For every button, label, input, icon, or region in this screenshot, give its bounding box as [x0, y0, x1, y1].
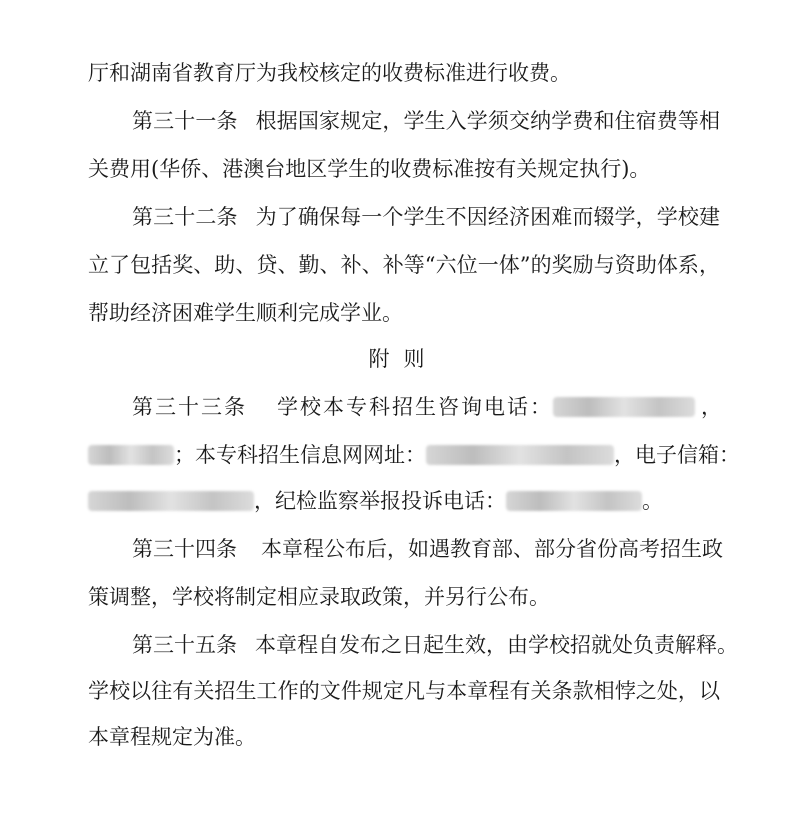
line-text: 本章程规定为准。	[88, 725, 256, 749]
line-text: 学校本专科招生咨询电话：	[277, 395, 553, 419]
article-35-line	[132, 630, 738, 660]
article-33-line	[132, 392, 724, 422]
section-heading	[0, 344, 807, 374]
heading-text: 附则	[368, 347, 439, 371]
line-text: ，	[701, 395, 724, 419]
article-34-line	[132, 534, 723, 564]
line-text: 立了包括奖、助、贷、勤、补、补等“六位一体”的奖励与资助体系，	[88, 253, 720, 277]
text-line	[88, 676, 720, 706]
redacted-phone	[506, 491, 642, 511]
line-text: 根据国家规定，学生入学须交纳学费和住宿费等相	[255, 109, 721, 133]
article-32-line	[132, 202, 720, 232]
line-text: ，电子信箱：	[614, 443, 740, 467]
text-line	[88, 722, 720, 752]
text-line	[88, 154, 720, 184]
article-number: 第三十二条	[132, 205, 238, 229]
text-line	[88, 298, 720, 328]
line-text: 本章程自发布之日起生效，由学校招就处负责解释。	[255, 633, 738, 657]
line-text: 厅和湖南省教育厅为我校核定的收费标准进行收费。	[88, 61, 571, 85]
line-text: 策调整，学校将制定相应录取政策，并另行公布。	[88, 585, 550, 609]
text-line	[88, 58, 720, 88]
line-text: 。	[642, 489, 663, 513]
article-number: 第三十五条	[132, 633, 237, 657]
line-text: ，纪检监察举报投诉电话：	[254, 489, 506, 513]
line-text: 为了确保每一个学生不因经济困难而辍学，学校建	[255, 205, 721, 229]
article-number: 第三十四条	[132, 537, 237, 561]
redacted-phone	[88, 445, 174, 465]
text-line	[88, 440, 740, 470]
line-text: 本章程公布后，如遇教育部、部分省份高考招生政	[261, 537, 723, 561]
article-31-line	[132, 106, 720, 136]
redacted-url	[426, 445, 614, 465]
text-line	[88, 582, 720, 612]
line-text: ；本专科招生信息网网址：	[174, 443, 426, 467]
line-text: 关费用(华侨、港澳台地区学生的收费标准按有关规定执行)。	[88, 157, 651, 181]
article-number: 第三十三条	[132, 395, 247, 419]
text-line	[88, 486, 720, 516]
line-text: 帮助经济困难学生顺利完成学业。	[88, 301, 403, 325]
line-text: 学校以往有关招生工作的文件规定凡与本章程有关条款相悖之处，以	[88, 679, 720, 703]
redacted-email	[88, 491, 254, 511]
redacted-phone	[553, 397, 695, 417]
text-line	[88, 250, 720, 280]
article-number: 第三十一条	[132, 109, 238, 133]
